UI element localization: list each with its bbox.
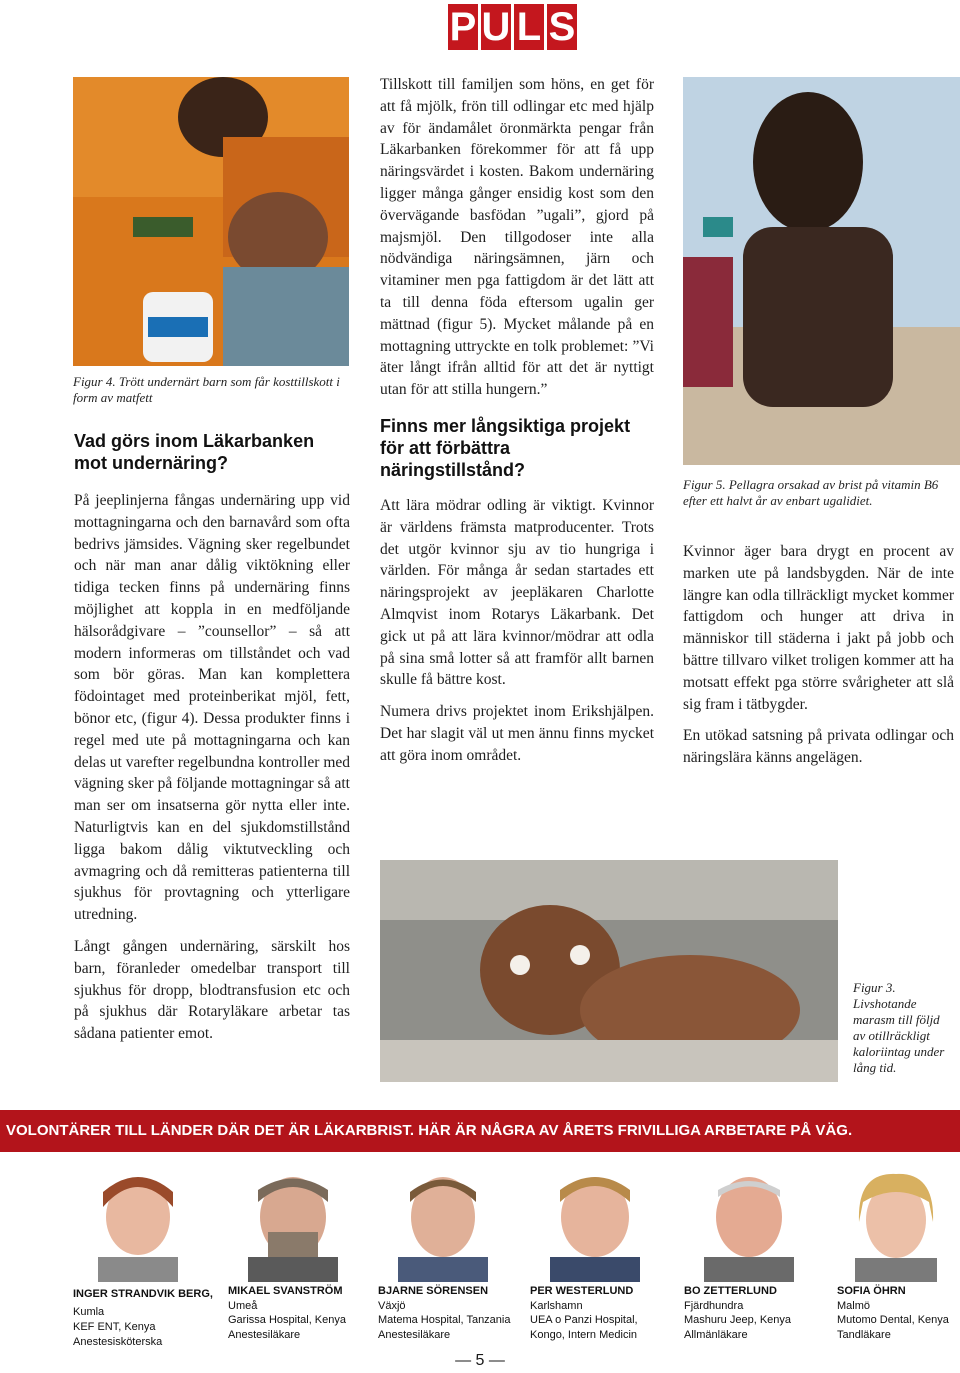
figure4-caption: Figur 4. Trött undernärt barn som får kosttillskott i form av matfett [73, 374, 340, 405]
volunteer-card [73, 1162, 218, 1349]
volunteer-name: BJARNE SÖRENSEN [378, 1285, 489, 1297]
volunteer-card [228, 1162, 373, 1342]
volunteer-portrait [228, 1162, 358, 1282]
figure3-photo [380, 860, 838, 1082]
volunteer-role: Kongo, Intern Medicin [530, 1328, 638, 1341]
paragraph: Långt gången undernäring, särskilt hos barn, föranleder omedelbar transport till sjukhus för dropp, blodtransfusion etc och på sjukhus där Rotaryläkare arbetar tas sådana patienter emot. [74, 937, 350, 1043]
volunteer-name: INGER STRANDVIK BERG, [73, 1288, 213, 1300]
paragraph: Att lära mödrar odling är viktigt. Kvinnor är världens främsta matproducenter. Trots det utgör kvinnor sju av tio hungriga i världen. För många år sedan startades ett näringsprojekt av jeepläkaren Charlotte Almqvist inom Rotarys Läkarbank. Det gick ut på att lära kvinnor/mödrar att odla på sina små lotter så att framför allt barnen skulle få bättre kost. [380, 496, 654, 689]
figure5-photo [683, 77, 960, 465]
figure4-photo [73, 77, 349, 366]
volunteer-name: SOFIA ÖHRN [837, 1285, 906, 1297]
volunteer-place: Växjö [378, 1299, 406, 1312]
logo-letter-u: U [481, 5, 511, 49]
volunteer-place: Umeå [228, 1299, 258, 1312]
volunteer-place: Fjärdhundra [684, 1299, 744, 1312]
volunteer-role: Allmänläkare [684, 1328, 748, 1341]
volunteer-card [684, 1162, 829, 1342]
page-number: — 5 — [455, 1352, 505, 1369]
volunteer-card [837, 1162, 957, 1342]
volunteer-posting: Mashuru Jeep, Kenya [684, 1314, 792, 1326]
paragraph: En utökad satsning på privata odlingar och näringslära känns angelägen. [683, 727, 954, 767]
volunteer-name: PER WESTERLUND [530, 1285, 634, 1297]
column-1 [74, 430, 350, 1055]
volunteer-posting: UEA o Panzi Hospital, [530, 1314, 638, 1326]
paragraph: Tillskott till familjen som höns, en get för att få mjölk, frön till odlingar etc med hjälp av för ändamålet öronmärkta pengar från Läkarbanken förekommer för att få upp näringsvärdet i kosten. Bakom undernäring ligger många gånger ensidig kost som den övervägande basfödan ”ugali”, gjord på majsmjöl. Den tillgodoser inte alla nödvändiga näringsämnen, järn och vitaminer men pga fattigdom är det lätt att ta till denna föda eftersom ugalin ger mättnad (figur 5). Mycket målande på en mottagning uttryckte en tolk problemet: ”Vi äter långt ifrån alltid för att det är nyttigt utan för att stilla hungern.” [380, 76, 654, 399]
paragraph: Numera drivs projektet inom Erikshjälpen. Det har slagit väl ut men ännu finns mycket att göra inom området. [380, 703, 654, 764]
paragraph: På jeeplinjerna fångas undernäring upp vid mottagningarna och den barnavård som ofta bedrivs jämsides. Vägning sker regelbundet och när man anar dålig viktökning eller tidiga tecken finns på undernäring finns möjlighet att koppla in en medföljande hälsorådgivare – ”counsellor” – så att modern informeras om tillståndet och vad som bör göras. Man kan komplettera födointaget med proteinberikat mjöl, fett, bönor etc, (figur 4). Dessa produkter finns i regel med ute på mottagningarna och kan delas ut varefter regelbundna kontroller med vägning sker på följande mottagningar så att man ser om insatserna gör nytta eller inte. Naturligtvis kan en del sjukdomstillstånd ligga bakom dålig viktutveckling och avmagring och då remitteras patienterna till sjukhus för provtagning och ytterligare utredning. [74, 492, 350, 924]
volunteer-card [378, 1162, 523, 1342]
volunteer-role: Anestesiläkare [378, 1328, 451, 1341]
volunteer-place: Kumla [73, 1306, 105, 1318]
volunteer-posting: KEF ENT, Kenya [73, 1321, 156, 1333]
volunteer-card [530, 1162, 675, 1342]
volunteers-banner: VOLONTÄRER TILL LÄNDER DÄR DET ÄR LÄKARBRIST. HÄR ÄR NÅGRA AV ÅRETS FRIVILLIGA ARBETARE PÅ VÄG. [0, 1110, 960, 1152]
volunteer-role: Anestesisköterska [73, 1335, 163, 1348]
volunteer-portrait [530, 1162, 660, 1282]
figure5-caption: Figur 5. Pellagra orsakad av brist på vitamin B6 efter ett halvt år av enbart ugalidiet. [683, 477, 939, 508]
logo-letter-p: P [449, 5, 477, 49]
volunteer-place: Malmö [837, 1299, 871, 1312]
volunteer-portrait [378, 1162, 508, 1282]
figure3-caption: Figur 3. Livshotande marasm till följd av otillräckligt kaloriintag under lång tid. [853, 980, 945, 1075]
section-heading-projects: Finns mer långsiktiga projekt för att förbättra näringstillstånd? [380, 415, 631, 480]
volunteer-name: BO ZETTERLUND [684, 1285, 777, 1297]
puls-logo [448, 4, 577, 50]
volunteer-role: Tandläkare [837, 1328, 891, 1341]
volunteer-posting: Mutomo Dental, Kenya [837, 1314, 949, 1326]
volunteer-portrait [73, 1162, 203, 1282]
volunteer-name: MIKAEL SVANSTRÖM [228, 1285, 343, 1297]
column-2 [380, 74, 654, 777]
volunteer-posting: Garissa Hospital, Kenya [228, 1314, 346, 1326]
logo-letter-l: L [514, 4, 544, 50]
volunteer-portrait [684, 1162, 814, 1282]
volunteer-posting: Matema Hospital, Tanzania [378, 1314, 511, 1326]
volunteer-role: Anestesiläkare [228, 1328, 301, 1341]
column-3 [683, 541, 954, 779]
volunteer-place: Karlshamn [530, 1299, 583, 1312]
volunteer-portrait [837, 1162, 955, 1282]
section-heading-actions: Vad görs inom Läkarbanken mot undernäring? [74, 431, 315, 473]
paragraph: Kvinnor äger bara drygt en procent av marken ute på landsbygden. När de inte längre kan odla tillräckligt mycket kommer fattigdom och hunger att driva in människor till städerna i jakt på jobb och bättre tillvaro vilket troligen kommer att ha motsatt effekt pga större svårigheter att slå sig fram i tätbygder. [683, 543, 954, 713]
logo-letter-s: S [548, 5, 576, 49]
